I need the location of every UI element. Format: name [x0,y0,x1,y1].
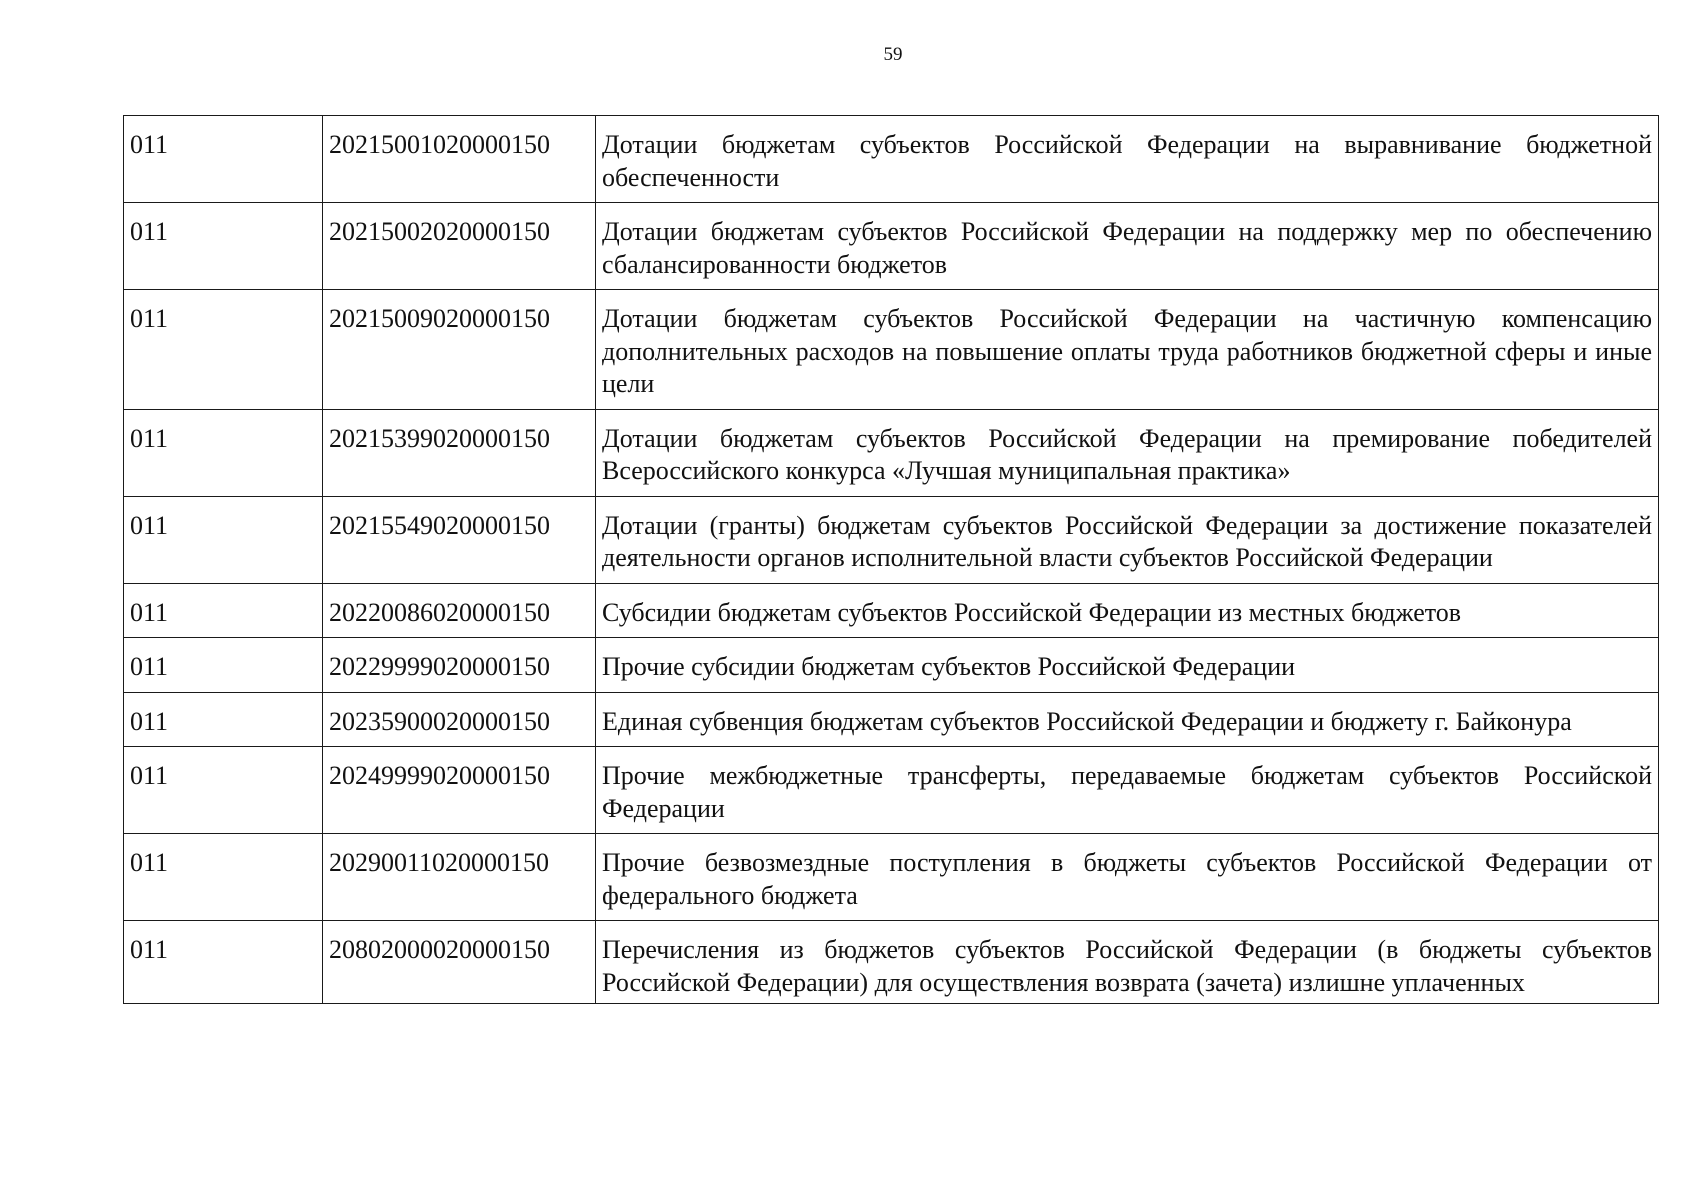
revenue-name-text: Перечисления из бюджетов субъектов Российской Федерации (в бюджеты субъектов Российской Федерации) для осуществления возврата (зачета) излишне уплаченных [602,935,1652,997]
kbk-code-cell: 20215009020000150 [323,290,596,410]
page-number: 59 [883,44,903,65]
table-row [124,638,1659,693]
kbk-code-cell: 20215002020000150 [323,203,596,290]
kbk-code-cell: 20290011020000150 [323,834,596,921]
revenue-name-cell: Прочие субсидии бюджетам субъектов Российской Федерации [596,638,1659,693]
revenue-name-cell: Дотации бюджетам субъектов Российской Федерации на выравнивание бюджетной обеспеченности [596,116,1659,203]
table-row [124,747,1659,834]
table-row [124,290,1659,410]
revenue-name-cell: Дотации (гранты) бюджетам субъектов Российской Федерации за достижение показателей деятельности органов исполнительной власти субъектов Российской Федерации [596,496,1659,583]
admin-code-cell: 011 [124,116,323,203]
admin-code-cell: 011 [124,747,323,834]
table-row [124,409,1659,496]
admin-code-cell: 011 [124,583,323,638]
kbk-code-cell: 20215001020000150 [323,116,596,203]
table-row [124,203,1659,290]
table-row [124,116,1659,203]
admin-code-cell: 011 [124,409,323,496]
revenue-name-cell: Дотации бюджетам субъектов Российской Федерации на частичную компенсацию дополнительных расходов на повышение оплаты труда работников бюджетной сферы и иные цели [596,290,1659,410]
admin-code-cell: 011 [124,203,323,290]
table-row [124,692,1659,747]
revenue-name-cell: Прочие межбюджетные трансферты, передаваемые бюджетам субъектов Российской Федерации [596,747,1659,834]
revenue-name-cell: Дотации бюджетам субъектов Российской Федерации на поддержку мер по обеспечению сбалансированности бюджетов [596,203,1659,290]
revenue-name-cell: Субсидии бюджетам субъектов Российской Федерации из местных бюджетов [596,583,1659,638]
revenue-name-cell: Прочие безвозмездные поступления в бюджеты субъектов Российской Федерации от федерального бюджета [596,834,1659,921]
kbk-code-cell: 20220086020000150 [323,583,596,638]
admin-code-cell: 011 [124,692,323,747]
kbk-code-cell: 20249999020000150 [323,747,596,834]
admin-code-cell: 011 [124,496,323,583]
budget-codes-table [123,115,1659,1004]
table-row [124,834,1659,921]
admin-code-cell: 011 [124,638,323,693]
table-row [124,921,1659,1004]
revenue-name-cell: Единая субвенция бюджетам субъектов Российской Федерации и бюджету г. Байконура [596,692,1659,747]
revenue-name-cell: Дотации бюджетам субъектов Российской Федерации на премирование победителей Всероссийского конкурса «Лучшая муниципальная практика» [596,409,1659,496]
revenue-name-cell [596,921,1659,1004]
table-row [124,583,1659,638]
kbk-code-cell: 20215549020000150 [323,496,596,583]
table-row [124,496,1659,583]
kbk-code-cell: 20229999020000150 [323,638,596,693]
kbk-code-cell: 20215399020000150 [323,409,596,496]
kbk-code-cell: 20235900020000150 [323,692,596,747]
admin-code-cell: 011 [124,834,323,921]
admin-code-cell: 011 [124,921,323,1004]
kbk-code-cell: 20802000020000150 [323,921,596,1004]
admin-code-cell: 011 [124,290,323,410]
